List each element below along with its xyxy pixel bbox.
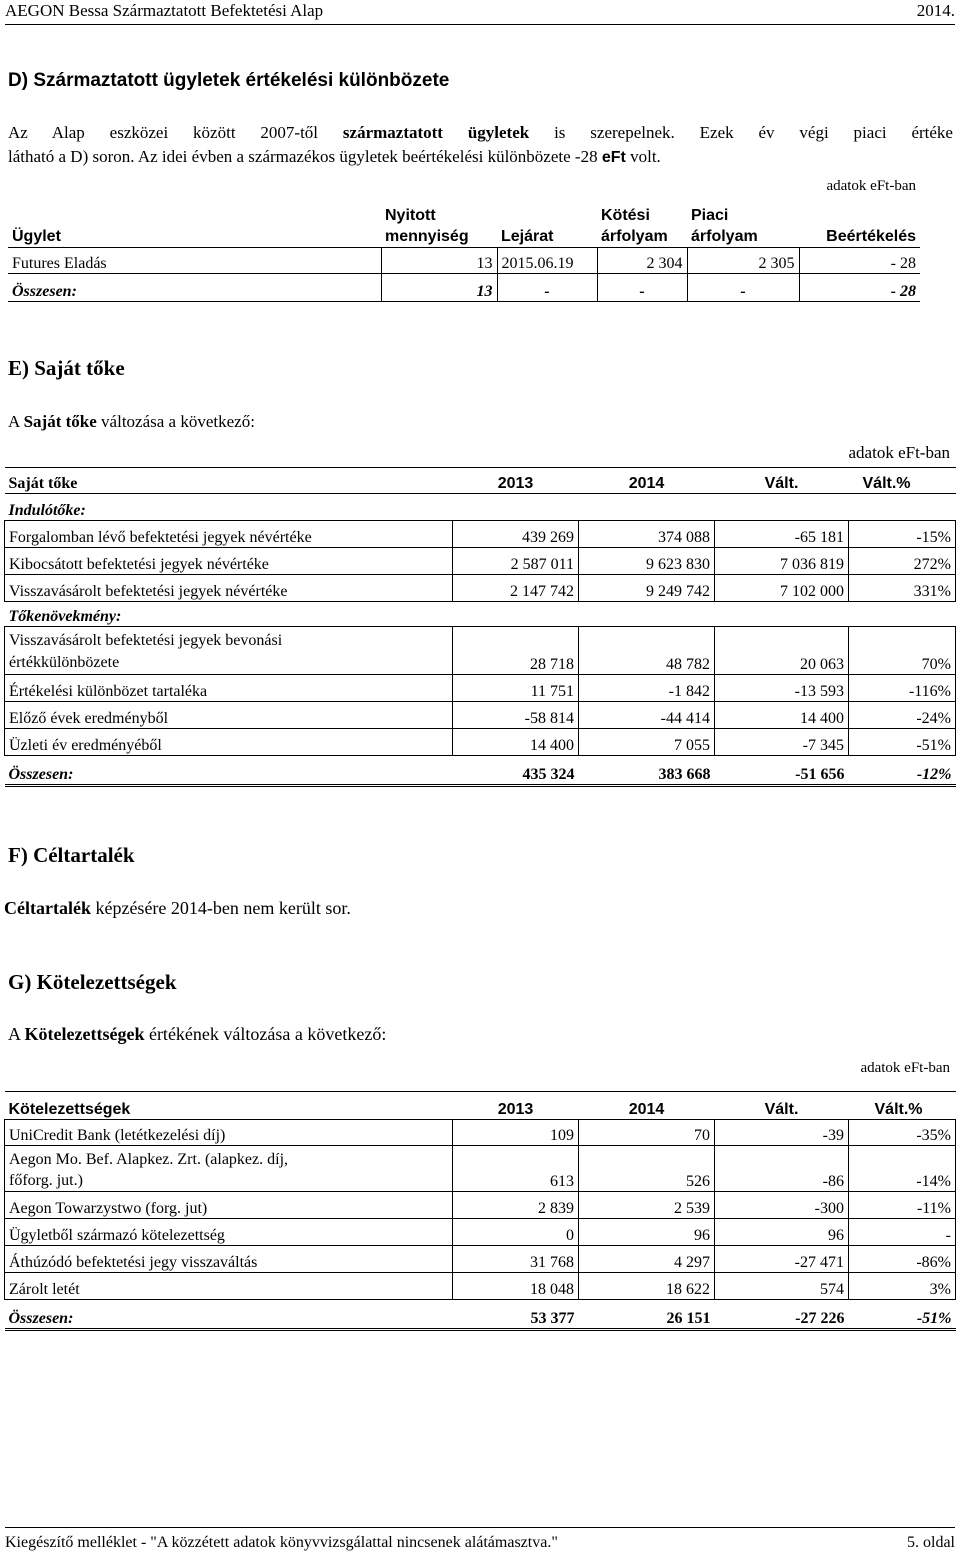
table-row [5, 627, 956, 675]
cell: - [497, 273, 597, 301]
cell: 2 305 [687, 247, 799, 273]
cell: -65 181 [715, 521, 849, 548]
cell: 26 151 [579, 1300, 715, 1330]
liabilities-table [4, 1091, 956, 1331]
cell: Előző évek eredményből [5, 702, 453, 729]
cell: 96 [715, 1219, 849, 1246]
cell: Zárolt letét [5, 1273, 453, 1300]
cell: Ügyletből származó kötelezettség [5, 1219, 453, 1246]
col-header-kotelezettsegek: Kötelezettségek [5, 1092, 453, 1120]
cell: -12% [849, 756, 956, 786]
cell: - 28 [799, 247, 920, 273]
group-label-text: Indulótőke: [8, 502, 86, 519]
cell: -27 226 [715, 1300, 849, 1330]
cell: -86 [715, 1146, 849, 1192]
section-d-para-line2 [8, 144, 953, 171]
table-row [5, 521, 956, 548]
cell: 3% [849, 1273, 956, 1300]
col-header-mennyiseg [381, 193, 497, 247]
col-header-piaci [687, 193, 799, 247]
text: A [8, 412, 24, 431]
total-label: Összesen: [8, 1310, 74, 1327]
cell: 13 [381, 247, 497, 273]
cell-line1: Visszavásárolt befektetési jegyek bevonási [9, 632, 283, 649]
cell: Forgalomban lévő befektetési jegyek névértéke [5, 521, 453, 548]
cell [849, 602, 956, 627]
section-f-text [4, 895, 351, 921]
cell [849, 494, 956, 521]
cell: - 28 [799, 273, 920, 301]
table-row [8, 247, 920, 273]
cell [453, 602, 579, 627]
cell: - [687, 273, 799, 301]
cell-line1: Aegon Mo. Bef. Alapkez. Zrt. (alapkez. díj, [9, 1151, 289, 1168]
total-row [5, 1300, 956, 1330]
bold-term: eFt [601, 149, 626, 166]
cell: Kibocsátott befektetési jegyek névértéke [5, 548, 453, 575]
total-row [8, 273, 920, 301]
cell: 109 [453, 1120, 579, 1146]
text: is szerepelnek. Ezek év végi piaci értéke [529, 123, 953, 142]
text: Az Alap eszközei között 2007-től [8, 123, 343, 142]
cell: 7 036 819 [715, 548, 849, 575]
table-header-row [8, 193, 920, 247]
cell: 48 782 [579, 627, 715, 675]
col-header-2014: 2014 [579, 468, 715, 494]
bold-term: származtatott ügyletek [342, 123, 530, 142]
table-row [5, 1273, 956, 1300]
bold-term: Kötelezettségek [24, 1024, 145, 1044]
section-g-unit: adatok eFt-ban [860, 1060, 950, 1076]
group-label-text: Tőkenövekmény: [8, 608, 122, 625]
cell: 9 623 830 [579, 548, 715, 575]
cell: 4 297 [579, 1246, 715, 1273]
cell: 439 269 [453, 521, 579, 548]
table-row [5, 575, 956, 602]
cell: 613 [453, 1146, 579, 1192]
cell: -7 345 [715, 729, 849, 756]
cell [579, 602, 715, 627]
section-e-intro [8, 409, 255, 435]
col-header-2014: 2014 [579, 1092, 715, 1120]
section-d-unit: adatok eFt-ban [826, 178, 916, 194]
section-e-unit: adatok eFt-ban [848, 443, 950, 462]
cell-line2: értékkülönbözete [9, 654, 120, 671]
table-row [5, 1192, 956, 1219]
cell: 18 622 [579, 1273, 715, 1300]
total-label: Összesen: [8, 766, 74, 783]
col-header-sajat-toke: Saját tőke [5, 468, 453, 494]
footer-note: Kiegészítő melléklet - "A közzétett adatok könyvvizsgálattal nincsenek alátámasztva." [5, 1534, 558, 1551]
cell: 9 249 742 [579, 575, 715, 602]
header-line1: Nyitott [385, 206, 436, 224]
col-header-valt-pct: Vált.% [849, 468, 956, 494]
table-row [5, 675, 956, 702]
cell [5, 756, 453, 786]
col-header-valt: Vált. [715, 468, 849, 494]
header-year: 2014. [916, 1, 955, 20]
cell [579, 494, 715, 521]
table-row [5, 729, 956, 756]
group-row [5, 602, 956, 627]
cell: -44 414 [579, 702, 715, 729]
col-header-beertekeles: Beértékelés [826, 227, 916, 245]
cell: 14 400 [453, 729, 579, 756]
cell: 2 539 [579, 1192, 715, 1219]
cell: 31 768 [453, 1246, 579, 1273]
cell: 0 [453, 1219, 579, 1246]
header-line1: Piaci [691, 206, 729, 224]
cell [715, 602, 849, 627]
col-header-lejarat: Lejárat [501, 227, 554, 245]
bold-term: Céltartalék [4, 898, 91, 918]
col-header-ugylet: Ügylet [12, 227, 61, 245]
text: értékének változása a következő: [144, 1024, 387, 1044]
table-row [5, 1219, 956, 1246]
header-line2: árfolyam [691, 227, 758, 245]
group-label [5, 494, 453, 521]
cell: 70% [849, 627, 956, 675]
cell: 20 063 [715, 627, 849, 675]
group-row [5, 494, 956, 521]
header-line1: Kötési [601, 206, 650, 224]
cell: -14% [849, 1146, 956, 1192]
cell: Értékelési különbözet tartaléka [5, 675, 453, 702]
header-title: AEGON Bessa Származtatott Befektetési Alap [5, 1, 324, 20]
col-header-valt-pct: Vált.% [849, 1092, 956, 1120]
page-header [5, 0, 955, 25]
text: A [8, 1024, 25, 1044]
cell [715, 494, 849, 521]
page-footer [5, 1527, 955, 1551]
cell: Áthúzódó befektetési jegy visszaváltás [5, 1246, 453, 1273]
table-row [5, 548, 956, 575]
derivatives-table [8, 193, 920, 302]
cell: 2 587 011 [453, 548, 579, 575]
cell: 526 [579, 1146, 715, 1192]
group-label [5, 602, 453, 627]
cell [453, 494, 579, 521]
cell: 2 147 742 [453, 575, 579, 602]
table-row [5, 1146, 956, 1192]
cell: 574 [715, 1273, 849, 1300]
cell-line2: főforg. jut.) [9, 1172, 83, 1189]
cell: Futures Eladás [8, 247, 381, 273]
text: volt. [625, 147, 661, 166]
cell: -300 [715, 1192, 849, 1219]
table-row [5, 1246, 956, 1273]
cell: -35% [849, 1120, 956, 1146]
header-line2: mennyiség [385, 227, 469, 245]
cell: 7 102 000 [715, 575, 849, 602]
cell: -51% [849, 1300, 956, 1330]
bold-term: Saját tőke [23, 412, 97, 431]
cell: 18 048 [453, 1273, 579, 1300]
cell: 374 088 [579, 521, 715, 548]
section-g-title: G) Kötelezettségek [8, 970, 177, 994]
cell: 96 [579, 1219, 715, 1246]
cell: 383 668 [579, 756, 715, 786]
cell: -11% [849, 1192, 956, 1219]
cell: 13 [381, 273, 497, 301]
cell: -58 814 [453, 702, 579, 729]
table-header-row [5, 468, 956, 494]
cell: UniCredit Bank (letétkezelési díj) [5, 1120, 453, 1146]
cell: - [597, 273, 687, 301]
cell: -13 593 [715, 675, 849, 702]
section-d-para-line1 [8, 120, 953, 146]
table-row [5, 702, 956, 729]
cell: Visszavásárolt befektetési jegyek névértéke [5, 575, 453, 602]
col-header-2013: 2013 [453, 1092, 579, 1120]
cell: 11 751 [453, 675, 579, 702]
cell: Aegon Towarzystwo (forg. jut) [5, 1192, 453, 1219]
cell: 2 304 [597, 247, 687, 273]
header-line2: árfolyam [601, 227, 668, 245]
col-header-kotesi [597, 193, 687, 247]
col-header-valt: Vált. [715, 1092, 849, 1120]
cell: 272% [849, 548, 956, 575]
cell: -116% [849, 675, 956, 702]
cell: -27 471 [715, 1246, 849, 1273]
cell: -39 [715, 1120, 849, 1146]
table-header-row [5, 1092, 956, 1120]
table-row [5, 1120, 956, 1146]
cell: 14 400 [715, 702, 849, 729]
cell: - [849, 1219, 956, 1246]
text: látható a D) soron. Az idei évben a származékos ügyletek beértékelési különbözete -28 [8, 147, 602, 166]
page-number: 5. oldal [907, 1534, 955, 1551]
section-d-title: D) Származtatott ügyletek értékelési különbözete [8, 70, 450, 91]
text: változása a következő: [96, 412, 255, 431]
cell: 331% [849, 575, 956, 602]
cell: 70 [579, 1120, 715, 1146]
cell: 2 839 [453, 1192, 579, 1219]
section-f-title: F) Céltartalék [8, 843, 135, 867]
cell: -24% [849, 702, 956, 729]
cell [5, 627, 453, 675]
text: képzésére 2014-ben nem került sor. [90, 898, 351, 918]
col-header-2013: 2013 [453, 468, 579, 494]
section-e-title: E) Saját tőke [8, 356, 125, 380]
cell: 7 055 [579, 729, 715, 756]
cell: Üzleti év eredményéből [5, 729, 453, 756]
cell: 435 324 [453, 756, 579, 786]
cell: 28 718 [453, 627, 579, 675]
total-row [5, 756, 956, 786]
cell: Összesen: [8, 273, 381, 301]
cell: 2015.06.19 [497, 247, 597, 273]
cell [5, 1146, 453, 1192]
cell [5, 1300, 453, 1330]
cell: -86% [849, 1246, 956, 1273]
cell: -51% [849, 729, 956, 756]
cell: -1 842 [579, 675, 715, 702]
section-g-intro [8, 1021, 386, 1047]
cell: -51 656 [715, 756, 849, 786]
cell: 53 377 [453, 1300, 579, 1330]
equity-table [4, 467, 956, 787]
cell: -15% [849, 521, 956, 548]
